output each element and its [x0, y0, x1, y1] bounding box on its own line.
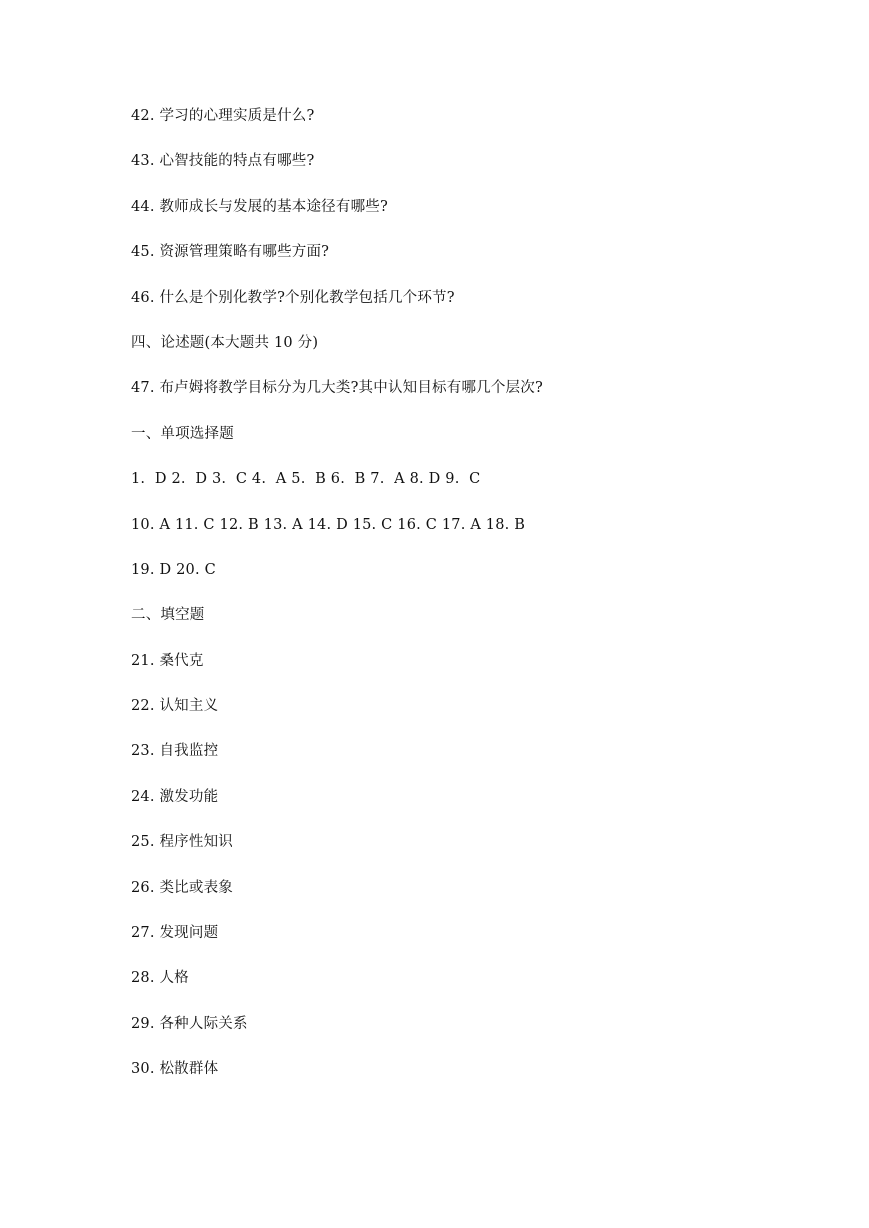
answer-23: 23. 自我监控 — [131, 743, 219, 760]
answer-24: 24. 激发功能 — [131, 788, 219, 805]
question-42: 42. 学习的心理实质是什么? — [131, 108, 315, 124]
answer-26: 26. 类比或表象 — [131, 879, 233, 896]
question-45: 45. 资源管理策略有哪些方面? — [131, 244, 330, 261]
answer-29: 29. 各种人际关系 — [131, 1015, 248, 1032]
section-heading-essay: 四、论述题(本大题共 10 分) — [131, 334, 319, 351]
section-heading-fill-blank: 二、填空题 — [131, 607, 205, 624]
question-47: 47. 布卢姆将教学目标分为几大类?其中认知目标有哪几个层次? — [131, 380, 543, 397]
answers-10-18: 10. A 11. C 12. B 13. A 14. D 15. C 16. C 17. A 18. B — [131, 516, 526, 533]
document-body — [131, 104, 831, 1103]
question-43: 43. 心智技能的特点有哪些? — [131, 153, 315, 170]
answer-27: 27. 发现问题 — [131, 925, 219, 942]
question-44: 44. 教师成长与发展的基本途径有哪些? — [131, 198, 388, 215]
answer-30: 30. 松散群体 — [131, 1061, 219, 1078]
answer-22: 22. 认知主义 — [131, 698, 219, 715]
answers-1-9: 1. D 2. D 3. C 4. A 5. B 6. B 7. A 8. D 9. C — [131, 471, 481, 488]
question-46: 46. 什么是个别化教学?个别化教学包括几个环节? — [131, 289, 455, 306]
answer-28: 28. 人格 — [131, 970, 189, 987]
answer-21: 21. 桑代克 — [131, 652, 204, 669]
answer-25: 25. 程序性知识 — [131, 834, 233, 851]
section-heading-single-choice: 一、单项选择题 — [131, 425, 234, 442]
answers-19-20: 19. D 20. C — [131, 561, 216, 578]
